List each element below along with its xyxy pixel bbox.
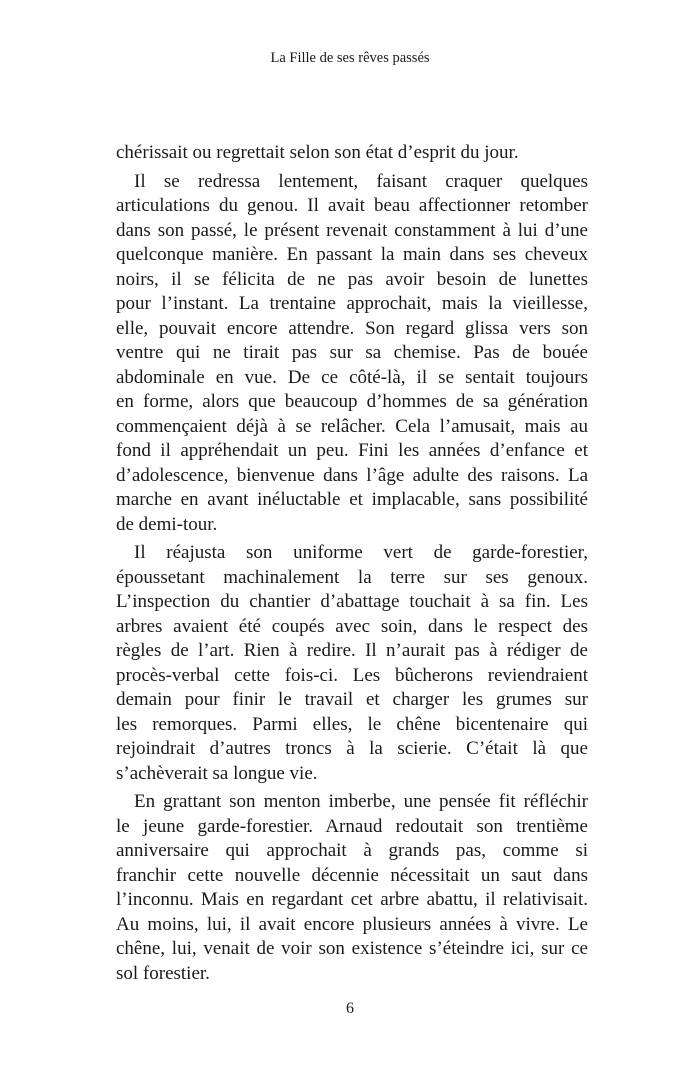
text-line: Il réajusta son uniforme vert de garde-forestier, <box>134 542 588 563</box>
text-line: franchir cette nouvelle décennie nécessitait un saut dans <box>116 864 588 886</box>
page-number: 6 <box>346 1000 354 1017</box>
text-line: marche en avant inéluctable et implacable, sans possibilité <box>116 489 588 510</box>
text-line: en forme, alors que beaucoup d’hommes de sa génération <box>116 391 588 412</box>
text-line: L’inspection du chantier d’abattage touchait à sa fin. Les <box>116 591 588 612</box>
text-line: fond il appréhendait un peu. Fini les années d’enfance et <box>116 440 588 461</box>
text-line: chêne, lui, venait de voir son existence s’éteindre ici, sur ce <box>116 938 588 959</box>
text-line: sol forestier. <box>116 962 210 984</box>
text-line: articulations du genou. Il avait beau affectionner retomber <box>116 195 588 216</box>
text-line: d’adolescence, bienvenue dans l’âge adulte des raisons. La <box>116 464 588 486</box>
paragraph <box>116 541 588 786</box>
paragraph <box>116 170 588 538</box>
text-line: s’achèverait sa longue vie. <box>116 762 318 784</box>
text-line: de demi-tour. <box>116 513 218 535</box>
text-line: le jeune garde-forestier. Arnaud redoutait son trentième <box>116 815 588 837</box>
text-line: arbres avaient été coupés avec soin, dans le respect des <box>116 615 588 637</box>
text-line: l’inconnu. Mais en regardant cet arbre abattu, il relativisait. <box>116 889 588 910</box>
text-line: abdominale en vue. De ce côté-là, il se sentait toujours <box>116 366 588 388</box>
text-line: époussetant machinalement la terre sur ses genoux. <box>116 566 588 588</box>
paragraph <box>116 141 588 166</box>
paragraph <box>116 790 588 986</box>
text-line: procès-verbal cette fois-ci. Les bûcherons reviendraient <box>116 664 588 686</box>
text-line: commençaient déjà à se relâcher. Cela l’amusait, mais au <box>116 415 588 437</box>
text-line: règles de l’art. Rien à redire. Il n’aurait pas à rédiger de <box>116 640 588 661</box>
text-line: chérissait ou regrettait selon son état d’esprit du jour. <box>116 142 519 163</box>
text-line: rejoindrait d’autres troncs à la scierie. C’était là que <box>116 738 588 759</box>
text-line: elle, pouvait encore attendre. Son regard glissa vers son <box>116 317 588 339</box>
running-header: La Fille de ses rêves passés <box>270 50 430 66</box>
text-line: pour l’instant. La trentaine approchait, mais la vieillesse, <box>116 293 588 314</box>
text-line: dans son passé, le présent revenait constamment à lui d’une <box>116 219 588 241</box>
text-line: quelconque manière. En passant la main dans ses cheveux <box>116 244 588 265</box>
text-line: anniversaire qui approchait à grands pas, comme si <box>116 840 588 861</box>
text-line: les remorques. Parmi elles, le chêne bicentenaire qui <box>116 713 588 735</box>
text-line: noirs, il se félicita de ne pas avoir besoin de lunettes <box>116 268 588 290</box>
text-line: ventre qui ne tirait pas sur sa chemise. Pas de bouée <box>116 342 588 363</box>
text-line: Au moins, lui, il avait encore plusieurs années à vivre. Le <box>116 913 588 935</box>
text-line: En grattant son menton imberbe, une pensée fit réfléchir <box>134 791 588 812</box>
text-line: Il se redressa lentement, faisant craquer quelques <box>134 170 588 192</box>
page-body <box>116 141 588 990</box>
text-line: demain pour finir le travail et charger les grumes sur <box>116 689 588 710</box>
